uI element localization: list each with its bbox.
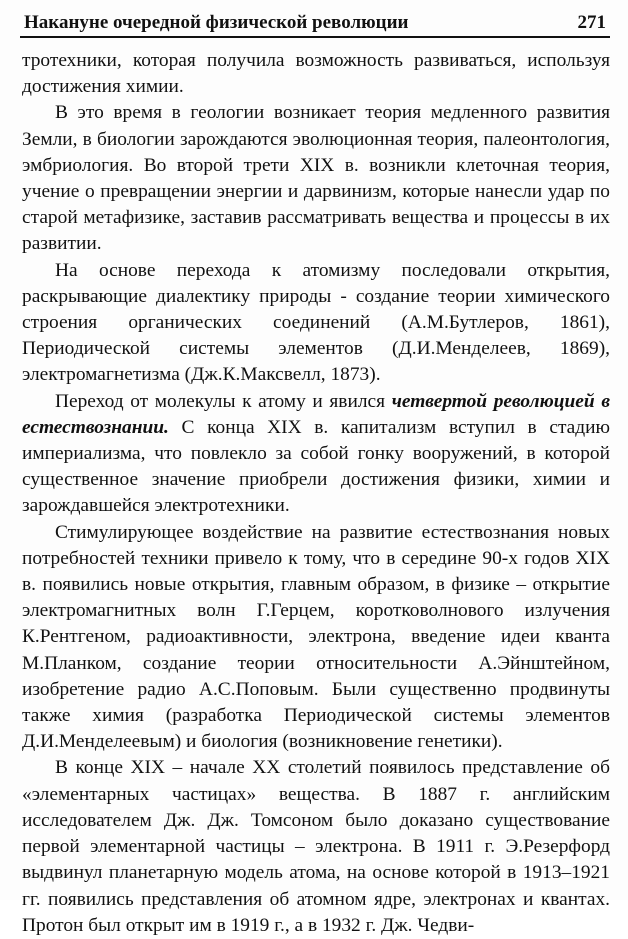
running-title: Накануне очередной физической революции [24,12,409,33]
paragraph-fourth-revolution-start: Переход от молекулы к атому и явился [55,390,386,412]
paragraph-continued: тротехники, которая получила возможность развиваться, используя достижения химии. [22,50,610,98]
paragraph-elementary-particles: В конце XIX – начале XX столетий появилось представление об «элементарных частицах» вещества. В 1887 г. английским исследователем Дж. Дж. Томсоном было доказано существование первой элементарной частицы – электрона. В 1911 г. Э.Резерфорд выдвинул планетарную модель атома, на основе которой в 1913–1921 гг. появились представления об атомном ядре, электронах и квантах. Протон был открыт им в 1919 г., а в 1932 г. Дж. Чедви- [22,757,610,936]
page-number: 271 [577,12,606,33]
body-text [22,48,610,939]
paragraph-geology-biology: В это время в геологии возникает теория медленного развития Земли, в биологии зарождаются эволюционная теория, палеонтология, эмбриология. Во второй трети XIX в. возникли клеточная теория, учение о превращении энергии и дарвинизм, которые нанесли удар по старой метафизике, заставив рассматривать вещества и процессы в их развитии. [22,102,610,255]
running-header [20,8,610,38]
paragraph-atomism: На основе перехода к атомизму последовали открытия, раскрывающие диалектику природы - создание теории химического строения органических соединений (А.М.Бутлеров, 1861), Периодической системы элементов (Д.И.Менделеев, 1869), электромагнетизма (Дж.К.Максвелл, 1873). [22,259,610,386]
emphasis-fourth-revolution: четвертой революцией в естествознании. [22,390,610,438]
paragraph-fourth-revolution-end: С конца XIX в. капитализм вступил в стадию империализма, что повлекло за собой гонку вооружений, в которой существенное значение приобрели достижения физики, химии и зарождавшейся электротехники. [22,416,610,517]
header-rule [20,36,610,38]
paragraph-fourth-revolution [22,389,610,520]
paragraph-new-discoveries: Стимулирующее воздействие на развитие естествознания новых потребностей техники привело к тому, что в середине 90-х годов XIX в. появились новые открытия, главным образом, в физике – открытие электромагнитных волн Г.Герцем, коротковолнового излучения К.Рентгеном, радиоактивности, электрона, введение идеи кванта М.Планком, создание теории относительности А.Эйнштейном, изобретение радио А.С.Поповым. Были существенно продвинуты также химия (разработка Периодической системы элементов Д.И.Менделеевым) и биология (возникновение генетики). [22,521,610,753]
